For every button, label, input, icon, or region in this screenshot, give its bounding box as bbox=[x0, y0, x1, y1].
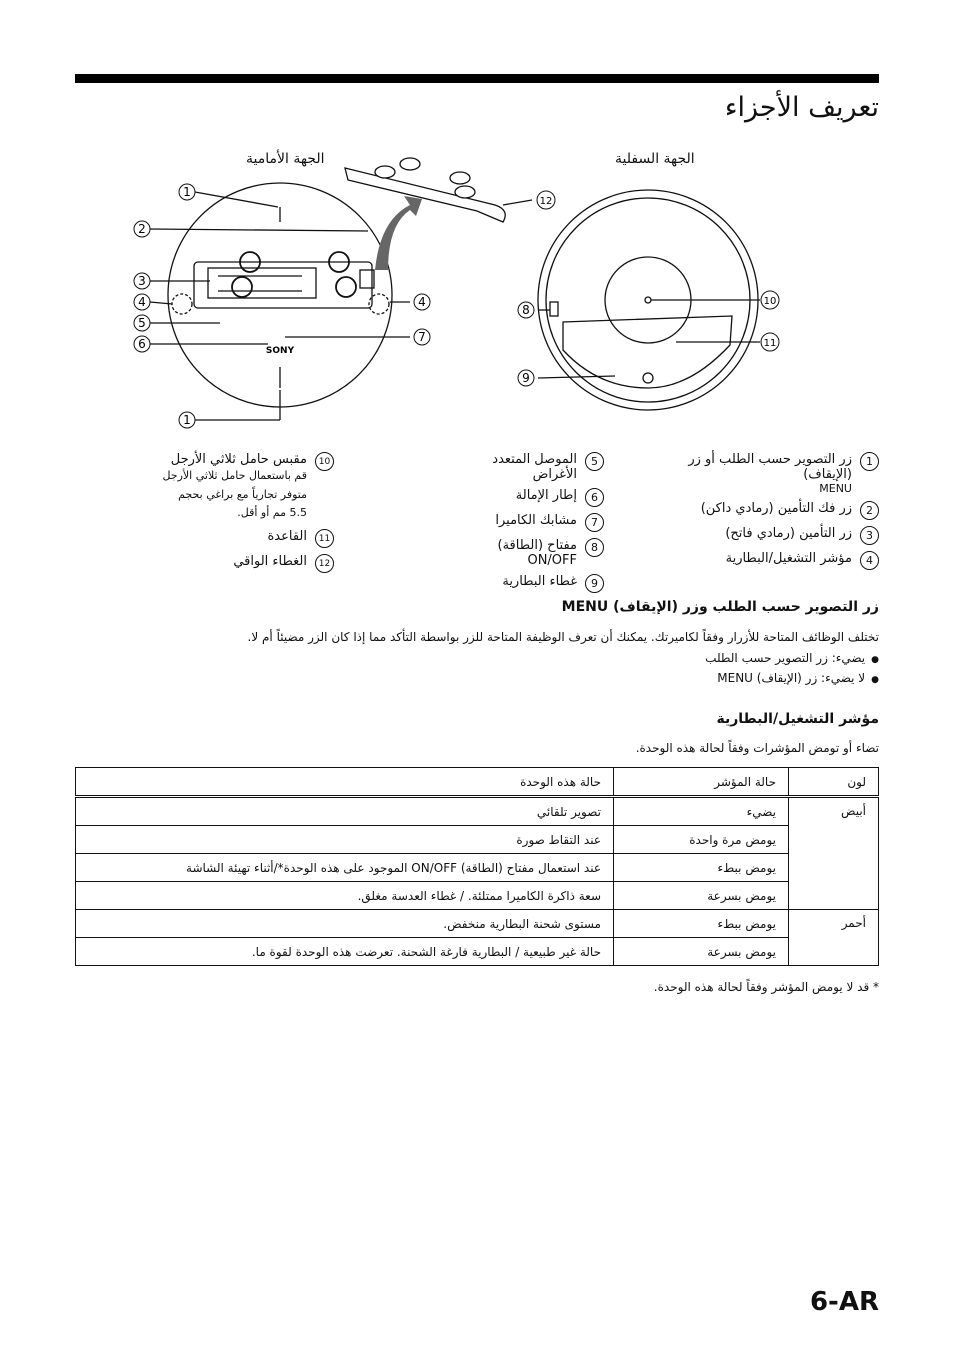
callout-1a bbox=[179, 184, 195, 200]
table-cell: يومض بسرعة bbox=[614, 938, 789, 966]
legend-column-3 bbox=[159, 452, 334, 579]
table-cell: مستوى شحنة البطارية منخفض. bbox=[76, 910, 614, 938]
svg-text:11: 11 bbox=[763, 338, 777, 349]
legend-item: 2 زر فك التأمين (رمادي داكن) bbox=[644, 501, 879, 520]
svg-text:6: 6 bbox=[138, 337, 146, 351]
attach-arrow bbox=[375, 196, 422, 270]
menu-bullet-2: ● لا يضيء: زر (الإيقاف) MENU bbox=[717, 671, 879, 685]
menu-bullet-1: ● يضيء: زر التصوير حسب الطلب bbox=[705, 651, 879, 665]
table-cell: تصوير تلقائي bbox=[76, 797, 614, 826]
svg-text:8: 8 bbox=[522, 303, 530, 317]
callout-4a bbox=[134, 294, 150, 310]
front-view bbox=[150, 183, 410, 420]
legend-item: 5 الموصل المتعدد الأغراض bbox=[444, 452, 604, 482]
svg-text:1: 1 bbox=[183, 185, 191, 199]
table-header-row bbox=[76, 768, 879, 797]
legend-item: 12 الغطاء الواقي bbox=[159, 554, 334, 573]
table-row bbox=[76, 910, 879, 938]
svg-text:1: 1 bbox=[183, 413, 191, 427]
table-cell: يومض بسرعة bbox=[614, 882, 789, 910]
callout-7 bbox=[414, 329, 430, 345]
page-title: تعريف الأجزاء bbox=[724, 92, 879, 123]
callout-8 bbox=[518, 302, 534, 318]
callout-3 bbox=[134, 273, 150, 289]
front-view-label: الجهة الأمامية bbox=[246, 151, 325, 167]
callout-12 bbox=[537, 191, 555, 209]
menu-section-paragraph: تختلف الوظائف المتاحة للأزرار وفقاً لكاميرتك. يمكنك أن تعرف الوظيفة المتاحة للزر بواسطة التأكد مما إذا كان الزر مضيئاً أم لا. bbox=[247, 630, 879, 644]
svg-text:9: 9 bbox=[522, 371, 530, 385]
callout-6 bbox=[134, 336, 150, 352]
svg-text:5: 5 bbox=[138, 316, 146, 330]
table-cell: عند استعمال مفتاح (الطاقة) ON/OFF الموجود على هذه الوحدة*/أثناء تهيئة الشاشة bbox=[76, 854, 614, 882]
svg-text:10: 10 bbox=[763, 296, 777, 307]
legend-column-1 bbox=[644, 452, 879, 576]
callout-11 bbox=[761, 333, 779, 351]
bottom-view-label: الجهة السفلية bbox=[615, 151, 695, 167]
svg-text:2: 2 bbox=[138, 222, 146, 236]
page-number: 6-AR bbox=[809, 1287, 879, 1317]
legend-item: 7 مشابك الكاميرا bbox=[444, 513, 604, 532]
indicator-section-heading: مؤشر التشغيل/البطارية bbox=[716, 711, 879, 727]
table-row bbox=[76, 854, 879, 882]
protective-cover bbox=[345, 158, 532, 222]
table-cell: عند التقاط صورة bbox=[76, 826, 614, 854]
table-color-cell: أحمر bbox=[789, 910, 879, 966]
table-row bbox=[76, 882, 879, 910]
legend-item: 4 مؤشر التشغيل/البطارية bbox=[644, 551, 879, 570]
table-cell: يضيء bbox=[614, 797, 789, 826]
parts-diagram bbox=[120, 150, 800, 440]
table-cell: يومض ببطء bbox=[614, 910, 789, 938]
callout-4b bbox=[414, 294, 430, 310]
table-row bbox=[76, 826, 879, 854]
callout-5 bbox=[134, 315, 150, 331]
callout-2 bbox=[134, 221, 150, 237]
top-rule bbox=[75, 74, 879, 83]
table-row bbox=[76, 938, 879, 966]
table-cell: حالة غير طبيعية / البطارية فارغة الشحنة. تعرضت هذه الوحدة لقوة ما. bbox=[76, 938, 614, 966]
footnote: * قد لا يومض المؤشر وفقاً لحالة هذه الوحدة. bbox=[653, 980, 879, 994]
svg-text:3: 3 bbox=[138, 274, 146, 288]
table-cell: يومض مرة واحدة bbox=[614, 826, 789, 854]
indicator-table bbox=[75, 767, 879, 966]
table-header-color: لون bbox=[789, 768, 879, 797]
tripod-socket bbox=[645, 297, 651, 303]
legend-item: 6 إطار الإمالة bbox=[444, 488, 604, 507]
svg-text:4: 4 bbox=[418, 295, 426, 309]
table-row bbox=[76, 797, 879, 826]
table-header-indicator: حالة المؤشر bbox=[614, 768, 789, 797]
menu-section-heading: زر التصوير حسب الطلب وزر (الإيقاف) MENU bbox=[561, 599, 879, 615]
power-switch bbox=[550, 302, 558, 316]
svg-text:12: 12 bbox=[539, 196, 553, 207]
indicator-section-paragraph: تضاء أو تومض المؤشرات وفقاً لحالة هذه الوحدة. bbox=[635, 741, 879, 755]
legend-item: 10 مقبس حامل ثلاثي الأرجل قم باستعمال حامل ثلاثي الأرجل متوفر تجارياً مع براغي بحجم 5.5 مم أو أقل. bbox=[159, 452, 334, 523]
svg-text:4: 4 bbox=[138, 295, 146, 309]
svg-text:7: 7 bbox=[418, 330, 426, 344]
table-color-cell: أبيض bbox=[789, 797, 879, 910]
legend-column-2 bbox=[444, 452, 604, 599]
brand-logo: SONY bbox=[265, 346, 295, 356]
legend-item: 8 مفتاح (الطاقة) ON/OFF bbox=[444, 538, 604, 568]
legend-item: 1 زر التصوير حسب الطلب أو زر (الإيقاف) MENU bbox=[644, 452, 879, 495]
legend-item: 9 غطاء البطارية bbox=[444, 574, 604, 593]
callout-1b bbox=[179, 412, 195, 428]
table-header-status: حالة هذه الوحدة bbox=[76, 768, 614, 797]
table-cell: سعة ذاكرة الكاميرا ممتلئة. / غطاء العدسة مغلق. bbox=[76, 882, 614, 910]
bottom-view bbox=[538, 190, 760, 410]
legend-item: 3 زر التأمين (رمادي فاتح) bbox=[644, 526, 879, 545]
callout-10 bbox=[761, 291, 779, 309]
table-cell: يومض ببطء bbox=[614, 854, 789, 882]
legend-item: 11 القاعدة bbox=[159, 529, 334, 548]
callout-9 bbox=[518, 370, 534, 386]
